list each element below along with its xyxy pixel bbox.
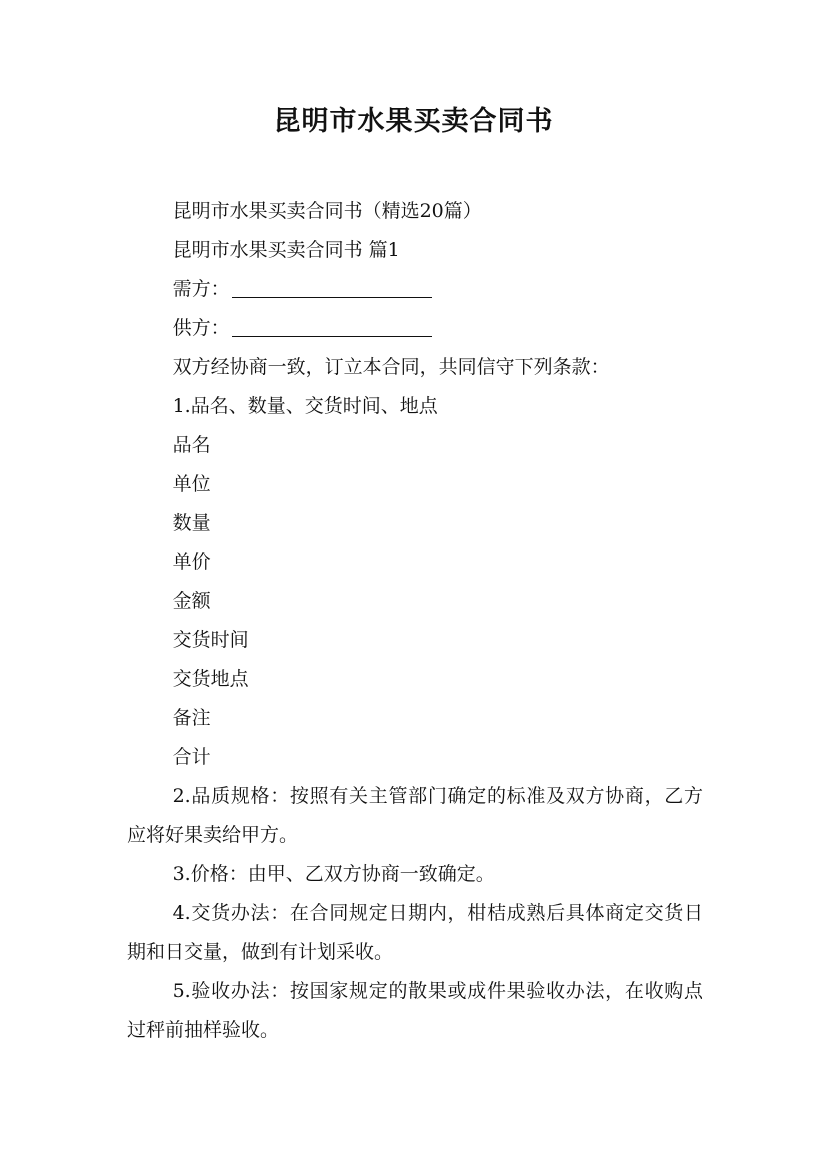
clause-4-paragraph: 4.交货办法：在合同规定日期内，柑桔成熟后具体商定交货日期和日交量，做到有计划采收。 bbox=[127, 902, 703, 963]
seller-blank-field bbox=[232, 316, 432, 337]
clause-5-paragraph: 5.验收办法：按国家规定的散果或成件果验收办法，在收购点过秤前抽样验收。 bbox=[127, 980, 703, 1041]
field-amount: 金额 bbox=[172, 590, 211, 612]
field-unit: 单位 bbox=[172, 473, 211, 495]
field-delivery-time: 交货时间 bbox=[172, 629, 249, 651]
clause-3-paragraph: 3.价格：由甲、乙双方协商一致确定。 bbox=[172, 863, 495, 885]
document-title: 昆明市水果买卖合同书 bbox=[273, 106, 554, 137]
buyer-blank-field bbox=[232, 277, 432, 298]
clause-1-heading: 1.品名、数量、交货时间、地点 bbox=[172, 395, 438, 417]
buyer-line bbox=[127, 270, 703, 309]
seller-line bbox=[127, 309, 703, 348]
subtitle-paragraph: 昆明市水果买卖合同书（精选20篇） bbox=[172, 200, 482, 222]
field-quantity: 数量 bbox=[172, 512, 211, 534]
section-heading: 昆明市水果买卖合同书 篇1 bbox=[172, 239, 400, 261]
field-item-name: 品名 bbox=[172, 434, 211, 456]
buyer-label: 需方： bbox=[172, 278, 230, 300]
clause-2-paragraph: 2.品质规格：按照有关主管部门确定的标准及双方协商，乙方应将好果卖给甲方。 bbox=[127, 785, 703, 846]
document-body bbox=[127, 192, 703, 1050]
field-unit-price: 单价 bbox=[172, 551, 211, 573]
field-delivery-place: 交货地点 bbox=[172, 668, 249, 690]
intro-paragraph: 双方经协商一致，订立本合同，共同信守下列条款： bbox=[172, 356, 610, 378]
field-total: 合计 bbox=[172, 746, 211, 768]
seller-label: 供方： bbox=[172, 317, 230, 339]
field-remarks: 备注 bbox=[172, 707, 211, 729]
